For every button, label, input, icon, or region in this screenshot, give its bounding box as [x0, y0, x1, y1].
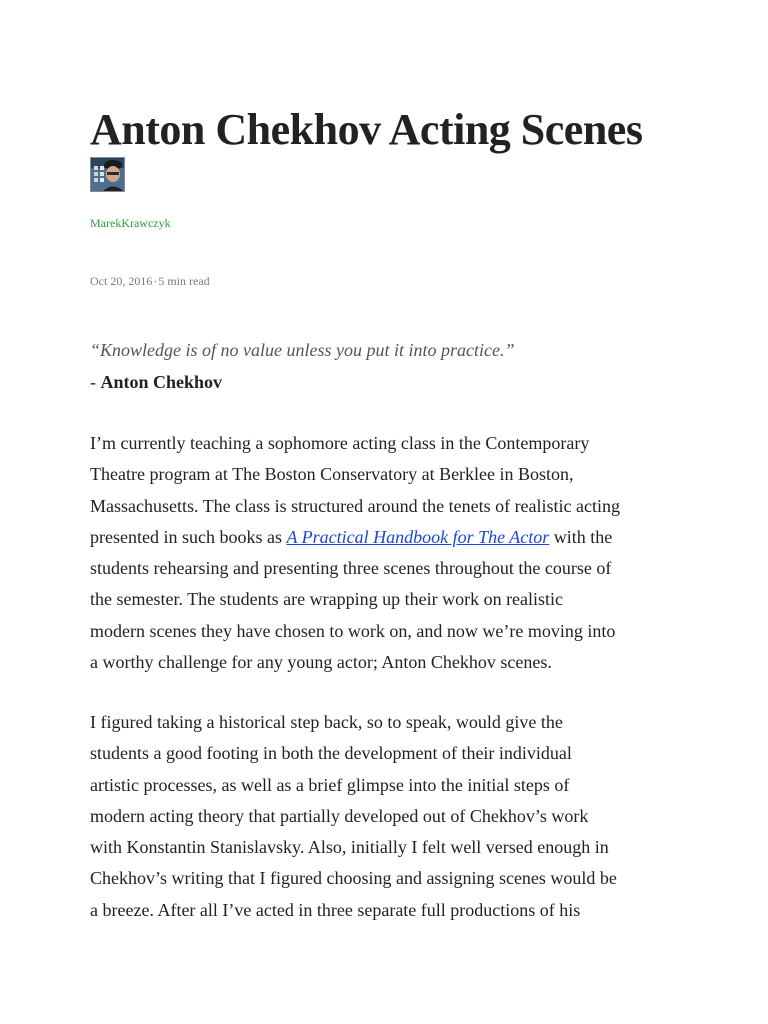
article-meta	[90, 274, 210, 289]
quote-attribution	[90, 372, 222, 393]
paragraph-line: with Konstantin Stanislavsky. Also, initially I felt well versed enough in	[90, 837, 609, 858]
paragraph-line: artistic processes, as well as a brief glimpse into the initial steps of	[90, 774, 570, 795]
paragraph-line: students rehearsing and presenting three scenes throughout the course of	[90, 558, 612, 579]
paragraph-line: a worthy challenge for any young actor; Anton Chekhov scenes.	[90, 652, 552, 673]
paragraph-line: I’m currently teaching a sophomore acting class in the Contemporary	[90, 433, 590, 453]
quote-attribution-prefix: -	[90, 372, 101, 392]
read-time: 5 min read	[158, 274, 210, 288]
paragraph-line: Theatre program at The Boston Conservatory at Berklee in Boston,	[90, 464, 574, 485]
paragraph-line: modern scenes they have chosen to work on, and now we’re moving into	[90, 620, 616, 641]
paragraph-line: the semester. The students are wrapping up their work on realistic	[90, 589, 564, 610]
paragraph-line: I figured taking a historical step back, so to speak, would give the	[90, 712, 563, 732]
publish-date: Oct 20, 2016	[90, 274, 153, 288]
quote-author: Anton Chekhov	[100, 372, 223, 392]
paragraph-line: students a good footing in both the development of their individual	[90, 743, 572, 764]
author-link[interactable]: MarekKrawczyk	[90, 216, 171, 230]
avatar-photo-icon	[91, 158, 125, 192]
pull-quote: “Knowledge is of no value unless you put it into practice.”	[90, 340, 515, 360]
paragraph-line: Chekhov’s writing that I figured choosing and assigning scenes would be	[90, 868, 617, 889]
paragraph-line: Massachusetts. The class is structured around the tenets of realistic acting	[90, 495, 621, 516]
meta-separator: ·	[153, 274, 158, 288]
article-title: Anton Chekhov Acting Scenes	[90, 105, 643, 154]
author-avatar[interactable]	[90, 157, 125, 192]
paragraph-2	[90, 707, 690, 926]
paragraph-line: a breeze. After all I’ve acted in three separate full productions of his	[90, 899, 581, 920]
book-link[interactable]: A Practical Handbook for The Actor	[286, 526, 550, 547]
paragraph-1	[90, 428, 690, 678]
paragraph-line	[90, 522, 690, 553]
line-text-before-link: presented in such books as	[90, 526, 287, 547]
paragraph-line: modern acting theory that partially developed out of Chekhov’s work	[90, 805, 589, 826]
line-text-after-link: with the	[549, 526, 613, 547]
